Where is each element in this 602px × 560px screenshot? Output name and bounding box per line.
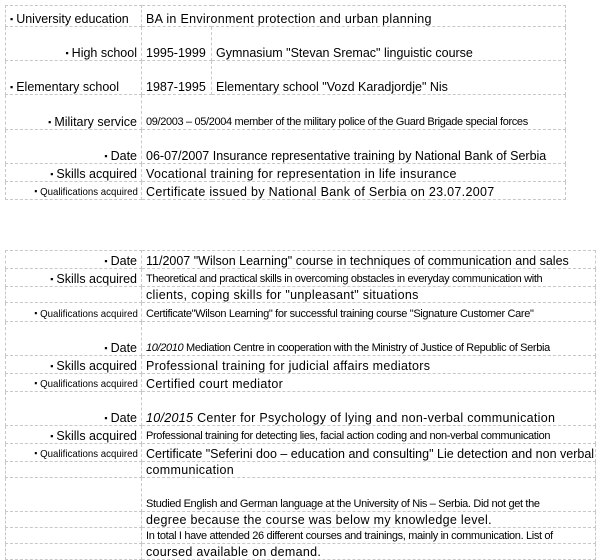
wilson-qual-value: Certificate"Wilson Learning" for successful training course "Signature Customer Care" [142, 303, 596, 322]
wilson-skills-row-2 [6, 287, 596, 303]
mediation-date-label: ▪ Date [6, 322, 142, 356]
wilson-skills-value-1: Theoretical and practical skills in overcoming obstacles in everyday communication with [142, 269, 596, 287]
wilson-skills-label: ▪ Skills acquired [6, 269, 142, 287]
psychology-date-label: ▪ Date [6, 392, 142, 426]
wilson-date-row [6, 251, 596, 269]
mediation-date-prefix: 10/2010 [146, 342, 184, 354]
psychology-qual-label: ▪ Qualifications acquired [16, 444, 141, 462]
wilson-qual-row [6, 303, 596, 322]
elementary-row [6, 61, 566, 95]
total-row [6, 528, 596, 544]
military-row [6, 95, 566, 130]
mediation-qual-label: ▪ Qualifications acquired [16, 374, 141, 392]
insurance-date-row [6, 130, 566, 164]
wilson-qual-label: ▪ Qualifications acquired [16, 303, 141, 322]
wilson-skills-row [6, 269, 596, 287]
mediation-date-value: 10/2010 Mediation Centre in cooperation with the Ministry of Justice of Republic of Serbia [142, 322, 596, 356]
insurance-skills-row [6, 164, 566, 182]
psychology-skills-row [6, 426, 596, 444]
psychology-date-value: 10/2015 Center for Psychology of lying and non-verbal communication [142, 392, 596, 426]
mediation-qual-row [6, 374, 596, 392]
psychology-qual-row-2 [6, 462, 596, 478]
mediation-skills-row [6, 356, 596, 374]
high-school-value: Gymnasium "Stevan Sremac" linguistic course [212, 27, 566, 61]
high-school-years: 1995-1999 [142, 27, 212, 61]
total-line-2: coursed available on demand. [142, 544, 596, 560]
military-label: ▪ Military service [6, 95, 142, 130]
insurance-date-label: ▪ Date [6, 130, 142, 164]
insurance-skills-label: ▪ Skills acquired [6, 164, 142, 182]
insurance-qual-row [6, 182, 566, 200]
elementary-value: Elementary school "Vozd Karadjordje" Nis [212, 61, 566, 95]
psychology-qual-value-1: Certificate "Seferini doo – education and consulting" Lie detection and non verbal [142, 444, 596, 462]
military-value: 09/2003 – 05/2004 member of the military police of the Guard Brigade special forces [142, 95, 566, 130]
mediation-skills-label: ▪ Skills acquired [6, 356, 142, 374]
wilson-skills-value-2: clients, coping skills for "unpleasant" situations [142, 287, 596, 303]
total-row-2 [6, 544, 596, 560]
training-table [5, 250, 596, 560]
insurance-skills-value: Vocational training for representation in life insurance [142, 164, 566, 182]
psychology-date-prefix: 10/2015 [146, 411, 194, 425]
elementary-label: ▪ Elementary school [6, 61, 142, 95]
total-line-1: In total I have attended 26 different courses and trainings, mainly in communication. List of [142, 528, 596, 544]
elementary-years: 1987-1995 [142, 61, 212, 95]
psychology-date-row [6, 392, 596, 426]
languages-line-1: Studied English and German language at the University of Nis – Serbia. Did not get the [142, 478, 596, 512]
university-row [6, 6, 566, 27]
university-value: BA in Environment protection and urban planning [142, 6, 566, 27]
mediation-date-row [6, 322, 596, 356]
wilson-date-label: ▪ Date [6, 251, 142, 269]
insurance-qual-label: ▪ Qualifications acquired [16, 182, 141, 200]
languages-row [6, 478, 596, 512]
psychology-qual-row [6, 444, 596, 462]
university-label: ▪ University education [6, 6, 142, 27]
psychology-skills-value: Professional training for detecting lies, facial action coding and non-verbal communication [142, 426, 596, 444]
high-school-label: ▪ High school [6, 27, 142, 61]
wilson-date-value: 11/2007 "Wilson Learning" course in techniques of communication and sales [142, 251, 596, 269]
insurance-date-value: 06-07/2007 Insurance representative training by National Bank of Serbia [142, 130, 566, 164]
languages-row-2 [6, 512, 596, 528]
mediation-qual-value: Certified court mediator [142, 374, 596, 392]
psychology-qual-value-2: communication [142, 462, 596, 478]
languages-line-2: degree because the course was below my knowledge level. [142, 512, 596, 528]
insurance-qual-value: Certificate issued by National Bank of Serbia on 23.07.2007 [142, 182, 566, 200]
high-school-row [6, 27, 566, 61]
psychology-skills-label: ▪ Skills acquired [6, 426, 142, 444]
education-table [5, 5, 566, 200]
mediation-skills-value: Professional training for judicial affairs mediators [142, 356, 596, 374]
